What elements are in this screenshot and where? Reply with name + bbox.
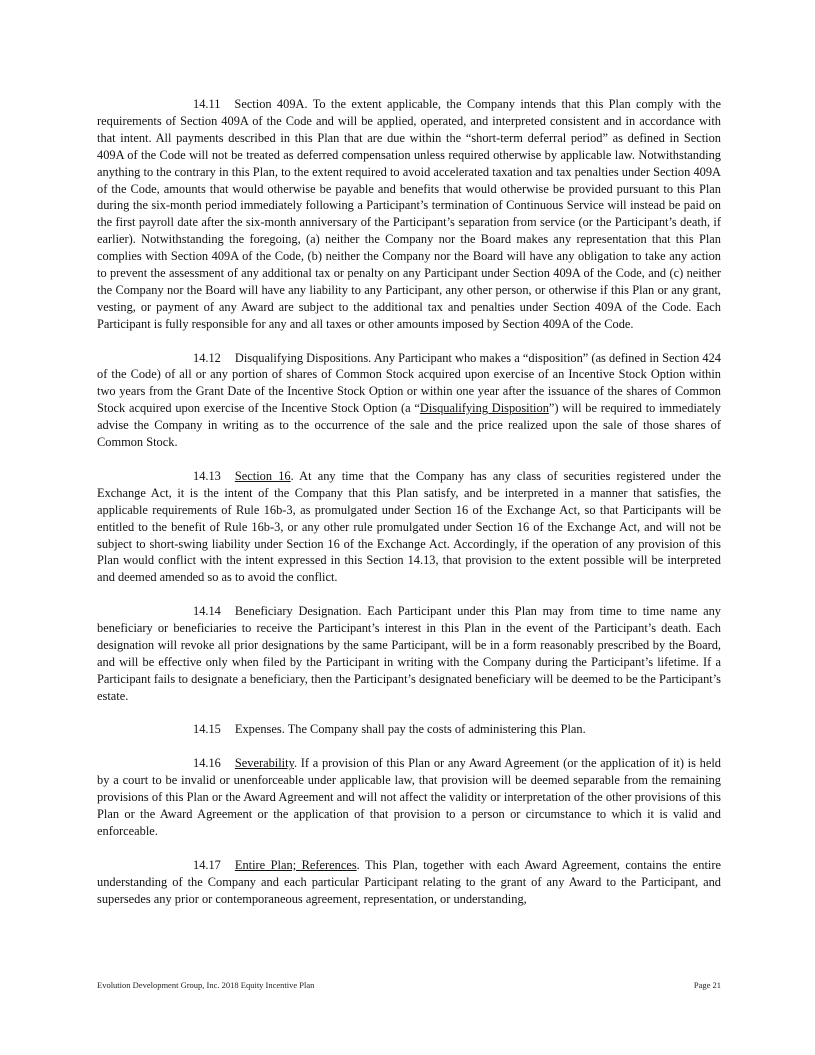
- section-heading: Section 409A: [234, 97, 305, 111]
- section-14-14: [97, 603, 721, 704]
- heading-separator: .: [293, 756, 301, 771]
- section-heading: Entire Plan; References: [234, 857, 357, 872]
- section-text: This Plan, together with each Award Agreement, contains the entire understanding of the Company and each particular Participant relating to the grant of any Award to the Participant, and supersedes any prior or contemporaneous agreement, representation, or understanding,: [97, 857, 721, 906]
- section-heading: Expenses: [234, 722, 282, 737]
- section-number: 14.16: [193, 756, 221, 771]
- heading-separator: .: [358, 604, 368, 619]
- page-body: [97, 96, 721, 924]
- heading-separator: .: [290, 468, 300, 483]
- section-number: 14.11: [193, 97, 221, 111]
- section-14-16: [97, 755, 721, 840]
- section-14-13: [97, 468, 721, 586]
- heading-separator: .: [281, 722, 288, 737]
- section-text: If a provision of this Plan or any Award Agreement (or the application of it) is held by a court to be invalid or unenforceable under applicable law, that provision will be deemed separable from the remaining provisions of this Plan or the Award Agreement and will not affect the validity or interpretation of the other provisions of this Plan or the Award Agreement or the application of that provision to a person or circumstance to which it is valid and enforceable.: [97, 756, 721, 838]
- section-14-12: [97, 350, 721, 451]
- heading-separator: .: [304, 97, 313, 111]
- section-heading: Severability: [234, 756, 294, 771]
- section-text: To the extent applicable, the Company intends that this Plan comply with the requirements of Section 409A of the Code and will be applied, operated, and interpreted consistent and in accordance with that intent. All payments described in this Plan that are due within the “short-term deferral period” as defined in Section 409A of the Code will not be treated as deferred compensation unless required otherwise by applicable law. Notwithstanding anything to the contrary in this Plan, to the extent required to avoid accelerated taxation and tax penalties under Section 409A of the Code, amounts that would otherwise be payable and benefits that would otherwise be provided pursuant to this Plan during the six-month period immediately following a Participant’s termination of Continuous Service will instead be paid on the first payroll date after the six-month anniversary of the Participant’s separation from service (or the Participant’s death, if earlier). Notwithstanding the foregoing, (a) neither the Company nor the Board makes any representation that this Plan complies with Section 409A of the Code, (b) neither the Company nor the Board will have any obligation to take any action to prevent the assessment of any additional tax or penalty on any Participant under Section 409A of the Code, and (c) neither the Company nor the Board will have any liability to any Participant, any other person, or otherwise if this Plan or any grant, vesting, or payment of any Award are subject to the additional tax and penalties under Section 409A of the Code. Each Participant is fully responsible for any and all taxes or other amounts imposed by Section 409A of the Code.: [97, 97, 721, 331]
- footer-document-title: Evolution Development Group, Inc. 2018 Equity Incentive Plan: [97, 980, 315, 990]
- section-14-17: [97, 857, 721, 908]
- section-text: The Company shall pay the costs of administering this Plan.: [287, 722, 586, 737]
- heading-separator: .: [356, 857, 366, 872]
- section-number: 14.17: [193, 857, 221, 872]
- section-heading: Beneficiary Designation: [234, 604, 359, 619]
- defined-term: Disqualifying Disposition: [419, 401, 549, 416]
- section-number: 14.13: [193, 468, 221, 483]
- section-heading: Disqualifying Dispositions: [234, 350, 369, 365]
- section-number: 14.15: [193, 722, 221, 737]
- section-14-11: [97, 96, 721, 333]
- section-text-before: Any Participant who makes a “disposition” (as defined in Section 424 of the Code) of all or any portion of shares of Common Stock acquired upon exercise of an Incentive Stock Option within two years from the Grant Date of the Incentive Stock Option or within one year after the issuance of the shares of Common Stock acquired upon exercise of the Incentive Stock Option (a “: [97, 350, 721, 416]
- section-heading: Section 16: [234, 468, 291, 483]
- section-text: At any time that the Company has any class of securities registered under the Exchange Act, it is the intent of the Company that this Plan satisfy, and be interpreted in a manner that satisfies, the applicable requirements of Rule 16b-3, as promulgated under Section 16 of the Exchange Act, so that Participants will be entitled to the benefit of Rule 16b-3, or any other rule promulgated under Section 16 of the Exchange Act, and will not be subject to short-swing liability under Section 16 of the Exchange Act. Accordingly, if the operation of any provision of this Plan would conflict with the intent expressed in this Section 14.13, that provision to the extent possible will be interpreted and deemed amended so as to avoid the conflict.: [97, 468, 722, 585]
- section-text-after: ”) will be required to immediately advise the Company in writing as to the occurrence of the sale and the price realized upon the sale of those shares of Common Stock.: [97, 401, 722, 450]
- section-14-15: [97, 721, 721, 738]
- section-text: Each Participant under this Plan may from time to time name any beneficiary or beneficiaries to receive the Participant’s interest in this Plan in the event of the Participant’s death. Each designation will revoke all prior designations by the same Participant, will be in a form reasonably prescribed by the Board, and will be effective only when filed by the Participant in writing with the Company during the Participant’s lifetime. If a Participant fails to designate a beneficiary, then the Participant’s designated beneficiary will be deemed to be the Participant’s estate.: [97, 604, 721, 703]
- heading-separator: .: [368, 350, 374, 365]
- section-number: 14.14: [193, 604, 221, 619]
- footer-page-number: Page 21: [693, 980, 721, 990]
- section-number: 14.12: [193, 350, 221, 365]
- page-footer: [97, 980, 721, 990]
